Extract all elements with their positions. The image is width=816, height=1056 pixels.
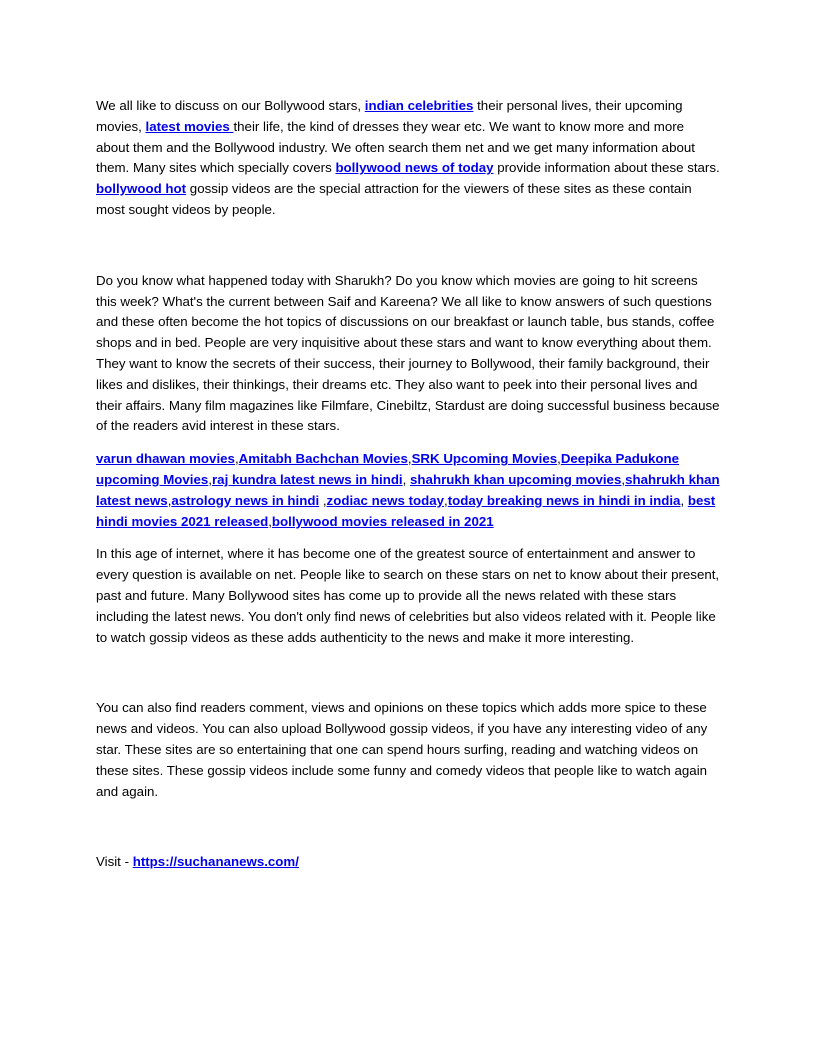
internet-paragraph: In this age of internet, where it has become one of the greatest source of entertainment and answer to every question is available on net. People like to search on these stars on net to know about their present, past and future. Many Bollywood sites has come up to provide all the news related with these stars including the latest news. You don't only find news of celebrities but also videos related with it. People like to watch gossip videos as these adds authenticity to the news and make it more interesting.: [96, 546, 720, 645]
link-separator: ,: [234, 451, 239, 467]
document-page: [96, 96, 720, 873]
intro-text-4: provide information about these stars.: [493, 160, 720, 176]
intro-text-3: their life, the kind of dresses they wear etc. We want to know more and more about them and the Bollywood industry. We often search them net and we get many information about them. Many sites which specially covers: [96, 118, 695, 176]
intro-text-5: gossip videos are the special attraction for the viewers of these sites as these contain most sought videos by people.: [96, 181, 692, 217]
link-srk-upcoming-movies[interactable]: SRK Upcoming Movies: [411, 451, 558, 467]
questions-paragraph: Do you know what happened today with Sharukh? Do you know which movies are going to hit screens this week? What's the current between Saif and Kareena? We all like to know answers of such questions and these often become the hot topics of discussions on our breakfast or launch table, bus stands, coffee shops and in bed. People are very inquisitive about these stars and want to know everything about them. They want to know the secrets of their success, their journey to Bollywood, their family background, their likes and dislikes, their thinkings, their dreams etc. They also want to peek into their personal lives and their affairs. Many film magazines like Filmfare, Cinebiltz, Stardust are doing successful business because of the readers avid interest in these stars.: [96, 272, 720, 434]
intro-text-1: We all like to discuss on our Bollywood stars,: [96, 98, 365, 113]
link-bollywood-news-of-today[interactable]: bollywood news of today: [335, 160, 494, 176]
keyword-links-paragraph: [96, 449, 720, 532]
link-separator: ,: [407, 451, 412, 467]
link-varun-dhawan-movies[interactable]: varun dhawan movies: [96, 451, 235, 467]
link-separator: ,: [557, 451, 561, 467]
link-bollywood-movies-2021[interactable]: bollywood movies released in 2021: [271, 513, 494, 529]
link-zodiac-news-today[interactable]: zodiac news today: [326, 492, 445, 508]
link-bollywood-hot[interactable]: bollywood hot: [96, 181, 187, 197]
link-amitabh-bachchan-movies[interactable]: Amitabh Bachchan Movies: [238, 451, 408, 467]
link-astrology-news-in-hindi[interactable]: astrology news in hindi: [171, 492, 320, 508]
link-shahrukh-khan-latest-news[interactable]: shahrukh khan latest news: [96, 471, 720, 508]
link-latest-movies[interactable]: latest movies: [145, 118, 234, 134]
link-separator: ,: [444, 492, 448, 508]
intro-text-2: their personal lives, their upcoming movies,: [96, 98, 683, 134]
link-separator: ,: [167, 492, 172, 508]
visit-line: [96, 852, 720, 873]
intro-paragraph: [96, 96, 720, 221]
comments-paragraph: You can also find readers comment, views and opinions on these topics which adds more spice to these news and videos. You can also upload Bollywood gossip videos, if you have any interesting video of any star. These sites are so entertaining that one can spend hours surfing, reading and watching videos on these sites. These gossip videos include some funny and comedy videos that people like to watch again and again.: [96, 700, 708, 799]
link-separator: ,: [208, 471, 212, 487]
link-indian-celebrities[interactable]: indian celebrities: [364, 98, 474, 113]
link-separator: ,: [268, 513, 272, 529]
link-deepika-padukone-upcoming-movies[interactable]: Deepika Padukone upcoming Movies: [96, 451, 680, 487]
link-best-hindi-movies-2021[interactable]: best hindi movies 2021 released: [96, 492, 716, 529]
visit-label: Visit -: [96, 854, 133, 870]
link-separator: ,: [621, 471, 626, 487]
link-today-breaking-news-hindi-india[interactable]: today breaking news in hindi in india: [447, 492, 681, 508]
link-suchananews[interactable]: https://suchananews.com/: [132, 854, 299, 870]
link-separator: ,: [402, 471, 411, 487]
link-raj-kundra-latest-news[interactable]: raj kundra latest news in hindi: [212, 471, 403, 487]
link-separator: ,: [319, 492, 327, 508]
link-shahrukh-khan-upcoming-movies[interactable]: shahrukh khan upcoming movies: [410, 471, 622, 487]
link-separator: ,: [680, 492, 688, 508]
